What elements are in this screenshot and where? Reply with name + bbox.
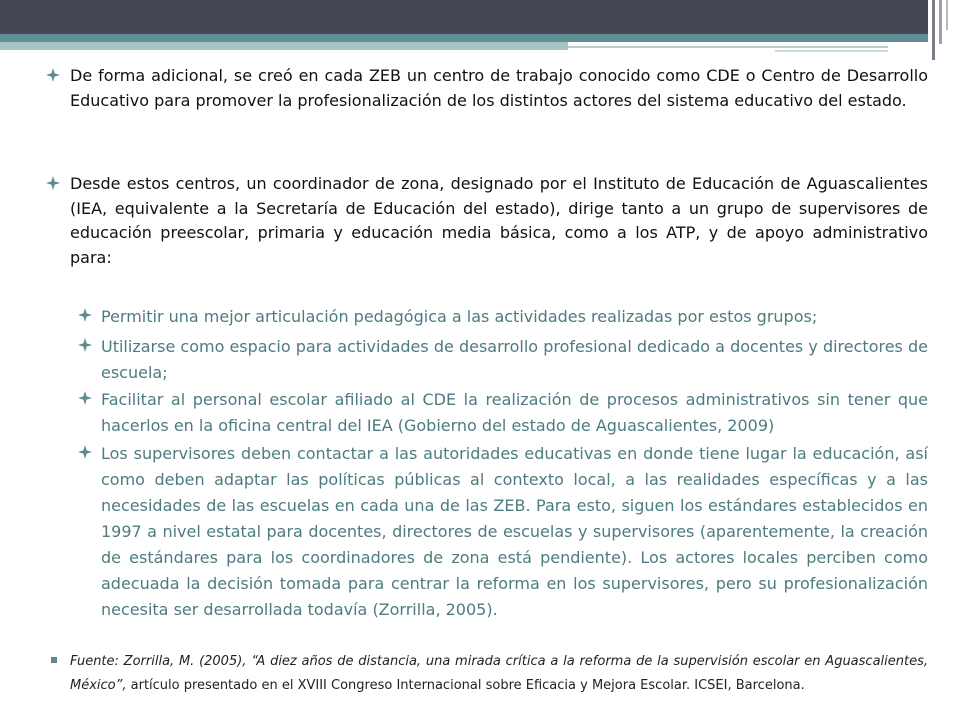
source-citation	[46, 650, 928, 697]
sub-bullet-item	[78, 304, 928, 330]
diamond-star-bullet-icon	[78, 308, 92, 322]
diamond-star-bullet-icon	[46, 176, 60, 190]
sub-bullet-text: Facilitar al personal escolar afiliado al CDE la realización de procesos administrativos sin tener que hacerlos en la oficina central del IEA (Gobierno del estado de Aguascalientes, 2009)	[101, 390, 928, 435]
sub-bullet-item	[78, 334, 928, 386]
bullet-item	[46, 172, 928, 270]
bullet-text: Desde estos centros, un coordinador de zona, designado por el Instituto de Educación de Aguascalientes (IEA, equivalente a la Secretaría de Educación del estado), dirige tanto a un grupo de supervisores de educación preescolar, primaria y educación media básica, como a los ATP, y de apoyo administrativo para:	[70, 174, 928, 267]
sub-bullet-item	[78, 441, 928, 623]
sub-bullet-text: Utilizarse como espacio para actividades de desarrollo profesional dedicado a docentes y directores de escuela;	[101, 337, 928, 382]
diamond-star-bullet-icon	[78, 338, 92, 352]
source-text	[70, 650, 928, 697]
bullet-text: De forma adicional, se creó en cada ZEB un centro de trabajo conocido como CDE o Centro de Desarrollo Educativo para promover la profesionalización de los distintos actores del sistema educativo del estado.	[70, 66, 928, 110]
diamond-star-bullet-icon	[78, 445, 92, 459]
source-reference-rest: artículo presentado en el XVIII Congreso Internacional sobre Eficacia y Mejora Escolar. ICSEI, Barcelona.	[126, 677, 805, 693]
sub-bullet-text: Los supervisores deben contactar a las autoridades educativas en donde tiene lugar la educación, así como deben adaptar las políticas públicas al contexto local, a las realidades específicas y a las necesidades de las escuelas en cada una de las ZEB. Para esto, siguen los estándares establecidos en 1997 a nivel estatal para docentes, directores de escuelas y supervisores (aparentemente, la creación de estándares para los coordinadores de zona está pendiente). Los actores locales perciben como adecuada la decisión tomada para centrar la reforma en los supervisores, pero su profesionalización necesita ser desarrollada todavía (Zorrilla, 2005).	[101, 444, 928, 619]
diamond-star-bullet-icon	[46, 68, 60, 82]
sub-bullet-text: Permitir una mejor articulación pedagógica a las actividades realizadas por estos grupos;	[101, 307, 818, 326]
sub-bullet-item	[78, 387, 928, 439]
diamond-star-bullet-icon	[78, 391, 92, 405]
bullet-item	[46, 64, 928, 113]
square-bullet-icon	[51, 657, 57, 663]
source-reference-italic: Fuente: Zorrilla, M. (2005), “A diez años de distancia, una mirada crítica a la reforma de la supervisión escolar en Aguascalientes, México”,	[70, 654, 928, 693]
